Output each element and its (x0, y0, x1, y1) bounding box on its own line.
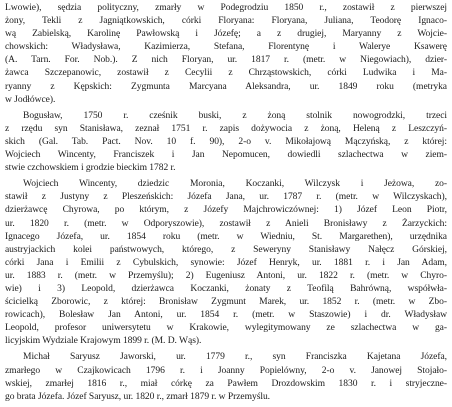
text-line: córki Jana i Emilii z Cybulskich, synowie: Józef Henryk, ur. 1881 r. i Jan Adam, (5, 256, 447, 268)
text-line: (A. Tarn. For. Nob.). Z nich Floryan, ur. 1817 r. (metr. w Niegowiach), dzier- (5, 54, 447, 66)
text-line: ścicielką Zborowic, z której: Bronisław Zygmunt Marek, ur. 1852 r. (metr. w Zbo- (5, 296, 447, 308)
text-line: wą Zabielską, Karolinę Pawłowską i Józefę; a z drugiej, Maryanny z Wojcie- (5, 28, 447, 40)
text-line: Bogusław, 1750 r. cześnik buski, z żoną stolnik nowogrodzki, trzeci (23, 109, 447, 121)
paragraph-wojciech-wincenty (5, 177, 447, 347)
text-line: stwie czchowskiem i grodzie bieckim 1782 r. (5, 162, 176, 174)
text-line: Ignacego Józefa, ur. 1854 roku (metr. w Wiedniu, St. Margarethen), urzędnika (5, 230, 447, 242)
paragraph-boguslaw (5, 109, 447, 174)
text-line: dzierżawcę Chyrowa, po którym, z Józefy Majchrowiczównej: 1) Józef Leon Piotr, (5, 204, 447, 216)
text-line: z rzędu syn Stanisława, zeznał 1751 r. zapis dożywocia z żoną, Heleną z Leszczyń- (5, 122, 447, 134)
text-line: go brata Józefa. Józef Saryusz, ur. 1820 r., zmarł 1879 r. w Przemyślu. (5, 390, 271, 402)
text-line: zmarłego w Czajkowicach 1796 r. i Joanny Popielówny, 2-o v. Janowej Stojało- (5, 364, 447, 376)
text-line: Michał Saryusz Jaworski, ur. 1779 r., syn Franciszka Kajetana Józefa, (23, 351, 447, 363)
paragraph-michal-saryusz (5, 350, 447, 402)
text-line: chowskich: Władysława, Kazimierza, Stefana, Florentynę i Walerye Ksawerę (5, 41, 447, 53)
text-line: wie) i 3) Leopold, dzierżawca Koczanki, żonaty z Teofilą Bahrówną, współwła- (5, 282, 447, 294)
text-line: ur. 1820 r. (metr. w Odporyszowie), zostawił z Anieli Bronisławy z Żarzyckich: (5, 217, 447, 229)
text-line: Lwowie), sędzia polityczny, zmarły w Podegrodziu 1850 r., zostawił z pierwszej (5, 2, 447, 13)
text-line: Wojciech Wincenty, dziedzic Moronia, Koczanki, Wilczysk i Jeżowa, zo- (23, 178, 447, 190)
text-line: Wojciech Wincenty, Franciszek i Jan Nepomucen, dowiedli szlachectwa w ziem- (5, 149, 447, 161)
text-line: rowicach), Bolesław Jan Antoni, ur. 1854 r. (metr. w Staszowie) i dr. Władysław (5, 309, 447, 321)
text-line: austryjackich kolei państwowych, którego, z Seweryny Stanisławy Nałęcz Górskiej, (5, 243, 447, 255)
text-line: w Jodłówce). (5, 93, 56, 105)
text-line: stawił z Justyny z Pleszeńskich: Józefa Jana, ur. 1787 r. (metr. w Wilczyskach), (5, 191, 447, 203)
text-line: ryanny z Kępskich: Zygmunta Marcyana Aleksandra, ur. 1849 roku (metryka (5, 80, 447, 92)
text-line: ur. 1883 r. (metr. w Przemyślu); 2) Eugeniusz Antoni, ur. 1822 r. (metr. w Chyro- (5, 269, 447, 281)
text-line: żony, Tekli z Jagniątkowskich, córki Floryana: Floryana, Juliana, Teodorę Ignaco- (5, 15, 447, 27)
text-line: żawca Szczepanowic, zostawił z Cecylii z Chrząstowskich, córki Ludwika i Ma- (5, 67, 447, 79)
text-line: Leopold, profesor uniwersytetu w Krakowie, wylegitymowany ze szlachectwa w ga- (5, 322, 447, 334)
paragraph-wolski-family (5, 1, 447, 106)
text-line: skich (Gal. Tab. Pact. Nov. 10 f. 90), 2-o v. Mikołajową Mączyńską, z której: (5, 135, 447, 147)
text-line: wskiej, zmarłej 1816 r., miał córkę za Pawłem Drozdowskim 1830 r. i stryjeczne- (5, 377, 447, 389)
text-line: licyjskim Wydziale Krajowym 1899 r. (M. D. Wąs). (5, 335, 202, 347)
